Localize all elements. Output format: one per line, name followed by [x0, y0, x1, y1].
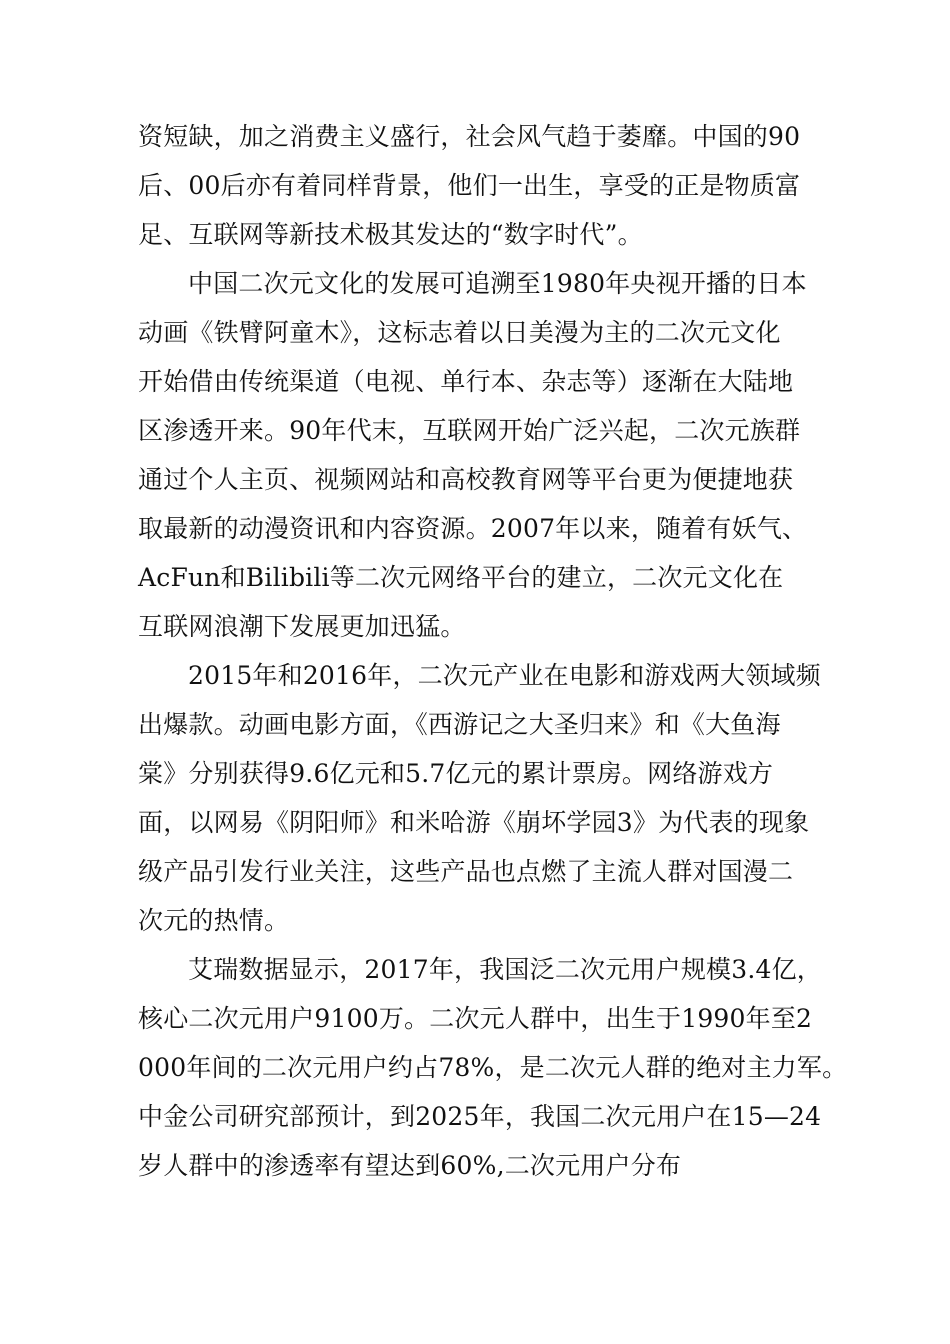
- text-line: 动画《铁臂阿童木》，这标志着以日美漫为主的二次元文化: [138, 318, 781, 347]
- text-line: 中国二次元文化的发展可追溯至1980年央视开播的日本: [188, 269, 807, 298]
- text-line: AcFun和Bilibili等二次元网络平台的建立，二次元文化在: [138, 563, 784, 592]
- text-line: 次元的热情。: [138, 906, 290, 935]
- text-line: 资短缺，加之消费主义盛行，社会风气趋于萎靡。中国的90: [138, 122, 801, 151]
- text-line: 棠》分别获得9.6亿元和5.7亿元的累计票房。网络游戏方: [138, 759, 774, 788]
- paragraph-4: [138, 945, 848, 1190]
- text-line: 出爆款。动画电影方面，《西游记之大圣归来》和《大鱼海: [138, 710, 781, 739]
- text-line: 后、00后亦有着同样背景，他们一出生，享受的正是物质富: [138, 171, 801, 200]
- text-line: 取最新的动漫资讯和内容资源。2007年以来，随着有妖气、: [138, 514, 808, 543]
- text-line: 核心二次元用户9100万。二次元人群中，出生于1990年至2: [138, 1004, 813, 1033]
- text-line: 足、互联网等新技术极其发达的“数字时代”。: [138, 220, 643, 249]
- text-line: 通过个人主页、视频网站和高校教育网等平台更为便捷地获: [138, 465, 794, 494]
- text-line: 2015年和2016年，二次元产业在电影和游戏两大领域频: [188, 661, 821, 690]
- text-line: 岁人群中的渗透率有望达到60%,二次元用户分布: [138, 1151, 682, 1180]
- text-line: 区渗透开来。90年代末，互联网开始广泛兴起，二次元族群: [138, 416, 801, 445]
- text-line: 中金公司研究部预计，到2025年，我国二次元用户在15—24: [138, 1102, 822, 1131]
- document-body: [138, 112, 848, 1190]
- paragraph-2: [138, 259, 828, 651]
- text-line: 开始借由传统渠道（电视、单行本、杂志等）逐渐在大陆地: [138, 367, 794, 396]
- text-line: 互联网浪潮下发展更加迅猛。: [138, 612, 466, 641]
- paragraph-1: [138, 112, 828, 259]
- text-line: 级产品引发行业关注，这些产品也点燃了主流人群对国漫二: [138, 857, 794, 886]
- paragraph-3: [138, 651, 828, 945]
- text-line: 艾瑞数据显示，2017年，我国泛二次元用户规模3.4亿，: [188, 955, 822, 984]
- text-line: 000年间的二次元用户约占78%，是二次元人群的绝对主力军。: [138, 1053, 848, 1082]
- text-line: 面，以网易《阴阳师》和米哈游《崩坏学园3》为代表的现象: [138, 808, 810, 837]
